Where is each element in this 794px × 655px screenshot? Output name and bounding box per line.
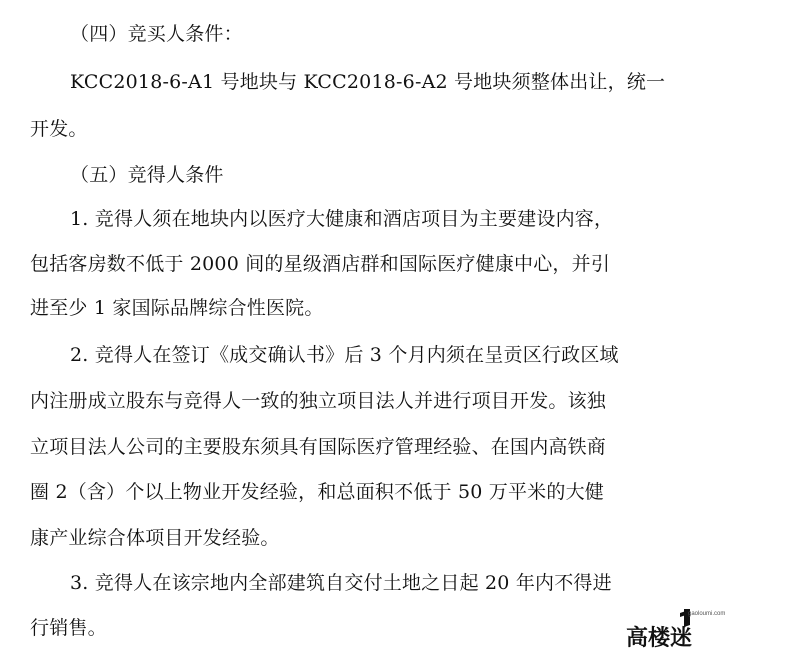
paragraph-line: 进至少 1 家国际品牌综合性医院。 — [30, 297, 324, 319]
paragraph-line: KCC2018-6-A1 号地块与 KCC2018-6-A2 号地块须整体出让，统一 — [70, 71, 666, 93]
paragraph-line: 3. 竞得人在该宗地内全部建筑自交付土地之日起 20 年内不得进 — [70, 572, 612, 594]
paragraph-line: 内注册成立股东与竞得人一致的独立项目法人并进行项目开发。该独 — [30, 390, 607, 412]
paragraph-line: 开发。 — [30, 118, 88, 140]
watermark-subtext: gaoloumi.com — [688, 611, 726, 617]
heading-bidder-conditions: （四）竞买人条件： — [70, 23, 243, 45]
heading-winner-conditions: （五）竞得人条件 — [70, 164, 224, 186]
paragraph-line: 立项目法人公司的主要股东须具有国际医疗管理经验、在国内高铁商 — [30, 436, 607, 458]
paragraph-line: 行销售。 — [30, 617, 107, 639]
paragraph-line: 1. 竞得人须在地块内以医疗大健康和酒店项目为主要建设内容， — [70, 208, 614, 230]
paragraph-line: 包括客房数不低于 2000 间的星级酒店群和国际医疗健康中心，并引 — [30, 253, 611, 275]
paragraph-line: 圈 2（含）个以上物业开发经验，和总面积不低于 50 万平米的大健 — [30, 481, 604, 503]
watermark-logo — [622, 605, 726, 651]
paragraph-line: 2. 竞得人在签订《成交确认书》后 3 个月内须在呈贡区行政区域 — [70, 344, 619, 366]
watermark-text: 高楼迷 — [626, 626, 693, 651]
paragraph-line: 康产业综合体项目开发经验。 — [30, 527, 280, 549]
